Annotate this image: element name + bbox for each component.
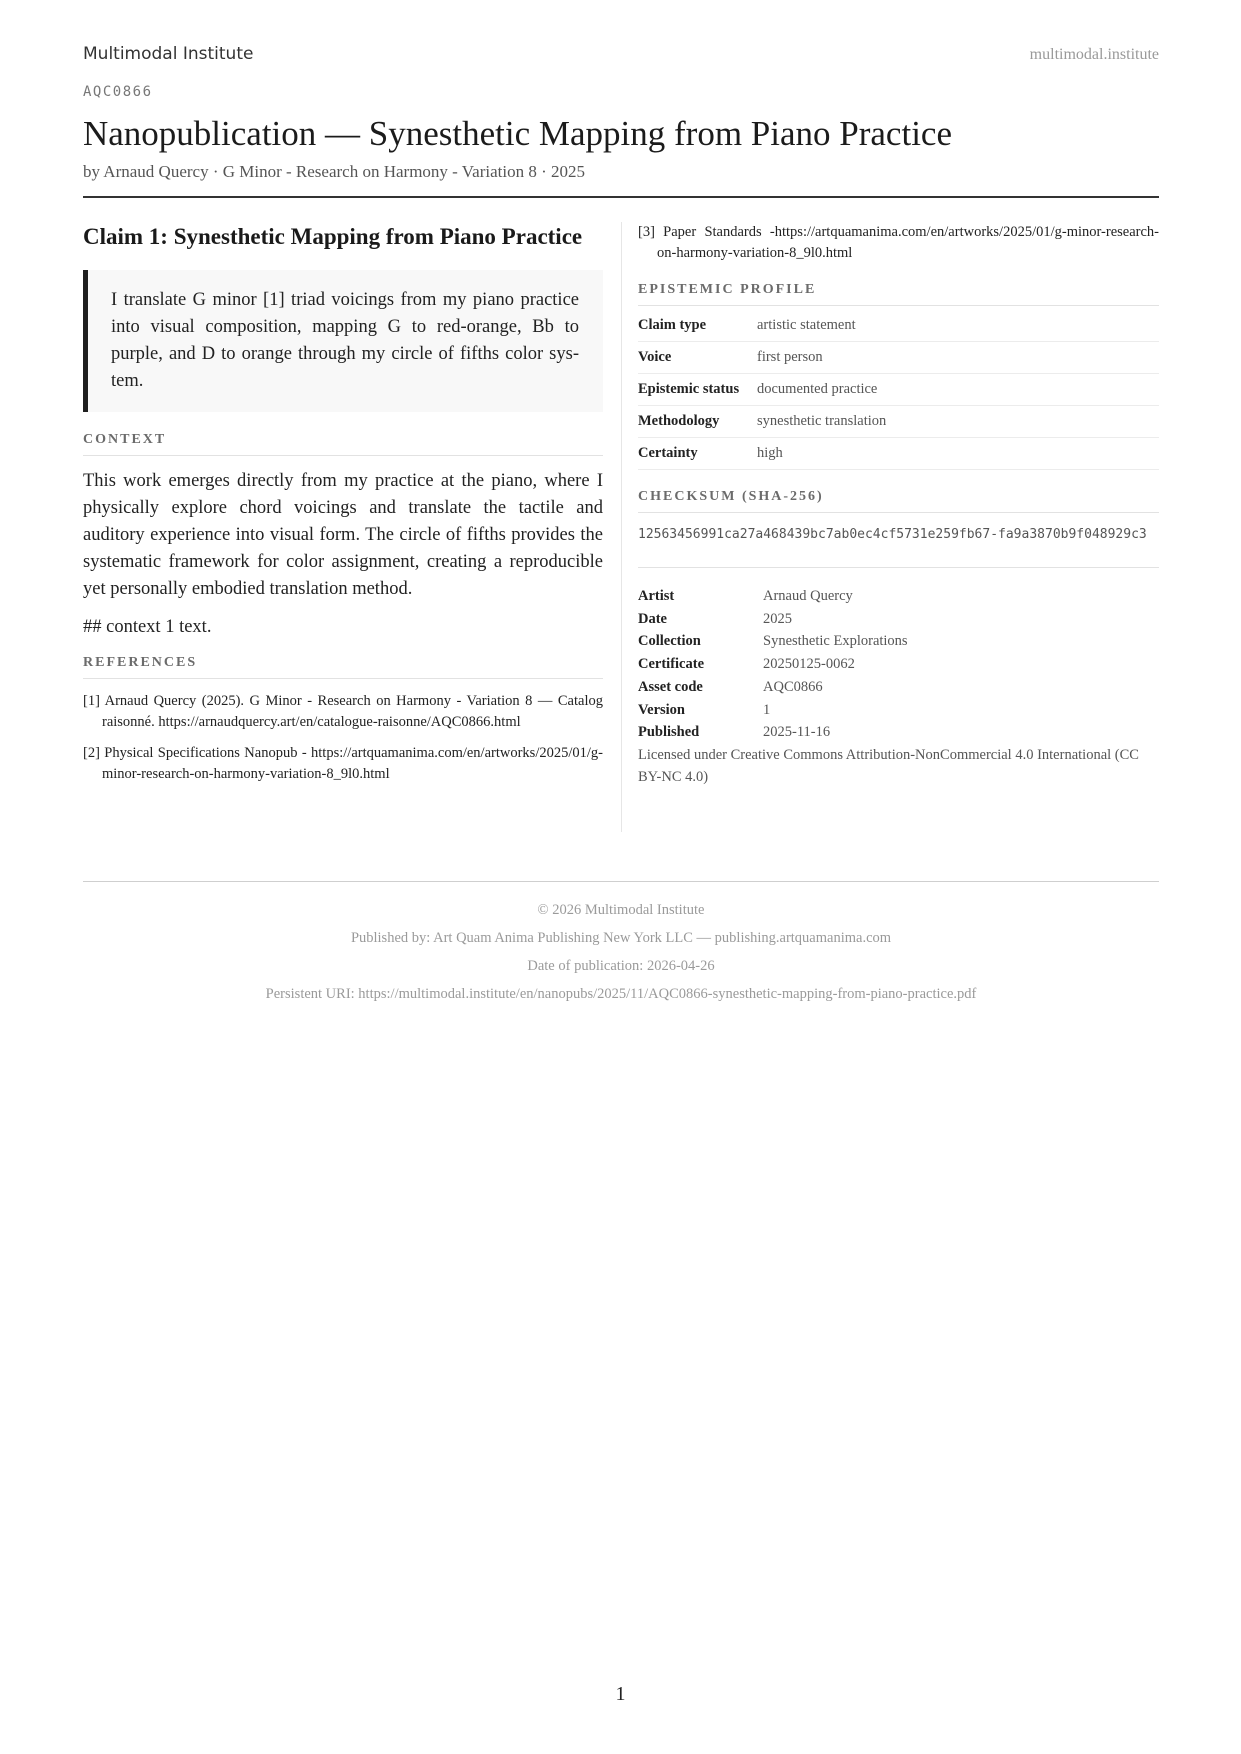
profile-value: documented practice: [757, 374, 1159, 406]
table-row: [638, 699, 1159, 722]
claim-heading: Claim 1: Synesthetic Mapping from Piano Practice: [83, 224, 583, 249]
checksum-label: CHECKSUM (SHA-256): [638, 489, 1159, 513]
right-column: [638, 222, 1159, 788]
header-divider: [83, 196, 1159, 198]
page-number: 1: [615, 1683, 626, 1705]
table-row: [638, 585, 1159, 608]
metadata-value: 2025: [763, 610, 792, 627]
reference-item: [1] Arnaud Quercy (2025). G Minor - Research on Harmony - Variation 8 — Catalog raisonné. https://arnaudquercy.art/en/catalogue-raisonne/AQC0866.html: [83, 693, 603, 730]
reference-item: [2] Physical Specifications Nanopub - https://artquamanima.com/en/artworks/2025/01/g-minor-research-on-harmony-variation-8_9l0.html: [83, 745, 603, 782]
metadata-key: Artist: [638, 588, 675, 604]
metadata-value: AQC0866: [763, 678, 823, 695]
metadata-key: Collection: [638, 633, 701, 650]
table-row: [638, 438, 1159, 470]
profile-key: Certainty: [638, 438, 757, 470]
asset-code: AQC0866: [83, 84, 153, 100]
table-row: [638, 310, 1159, 342]
claim-statement: I translate G minor [1] triad voicings from my piano practice into visual composition, mapping G to red-orange, Bb to purple, and D to orange through my circle of fifths color sys-tem.: [83, 270, 603, 412]
byline: by Arnaud Quercy · G Minor - Research on Harmony - Variation 8 · 2025: [83, 162, 586, 181]
document-page: [83, 0, 1159, 785]
profile-key: Voice: [638, 342, 757, 374]
profile-value: artistic statement: [757, 310, 1159, 342]
page-title: Nanopublication — Synesthetic Mapping from Piano Practice: [83, 114, 952, 153]
context-label: CONTEXT: [83, 432, 603, 456]
profile-value: synesthetic translation: [757, 406, 1159, 438]
metadata-key: Version: [638, 701, 685, 718]
table-row: [638, 342, 1159, 374]
metadata-value: Synesthetic Explorations: [763, 633, 908, 650]
profile-key: Epistemic status: [638, 374, 757, 406]
metadata-key: Published: [638, 724, 700, 741]
profile-value: first person: [757, 342, 1159, 374]
metadata-value: 2025-11-16: [763, 724, 831, 741]
checksum-value: 12563456991ca27a468439bc7ab0ec4cf5731e259fb67-fa9a3870b9f048929c3: [638, 525, 1159, 568]
footer-persistent-uri: Persistent URI: https://multimodal.institute/en/nanopubs/2025/11/AQC0866-synesthetic-mapping-from-piano-practice.pdf: [265, 986, 977, 1002]
table-row: [638, 630, 1159, 653]
license-text: Licensed under Creative Commons Attribution-NonCommercial 4.0 International (CC BY-NC 4.0): [638, 746, 1139, 785]
epistemic-profile-label: EPISTEMIC PROFILE: [638, 282, 1159, 306]
context-extra-text: ## context 1 text.: [83, 617, 212, 637]
brand-domain: multimodal.institute: [1029, 46, 1159, 63]
metadata-key: Asset code: [638, 678, 703, 695]
table-row: [638, 374, 1159, 406]
table-row: [638, 653, 1159, 676]
left-column: [83, 222, 603, 795]
table-row: [638, 721, 1159, 744]
context-text: This work emerges directly from my practice at the piano, where I physically explore chord voicings and translate the tactile and auditory experience into visual form. The circle of fifths provides the systematic framework for color assignment, creating a reproducible yet personally embodied translation method.: [83, 471, 603, 599]
profile-key: Methodology: [638, 406, 757, 438]
column-divider: [621, 222, 622, 832]
footer-publisher: Published by: Art Quam Anima Publishing New York LLC — publishing.artquamanima.com: [350, 930, 892, 946]
table-row: [638, 608, 1159, 631]
epistemic-profile-table: [638, 310, 1159, 470]
profile-key: Claim type: [638, 310, 757, 342]
metadata-key: Certificate: [638, 656, 705, 673]
footer-publication-date: Date of publication: 2026-04-26: [527, 958, 715, 974]
header-bar: [83, 44, 1159, 74]
metadata-value: Arnaud Quercy: [763, 588, 853, 604]
table-row: [638, 406, 1159, 438]
references-label: REFERENCES: [83, 655, 603, 679]
metadata-value: 1: [763, 701, 771, 718]
metadata-table: [638, 585, 1159, 744]
metadata-key: Date: [638, 610, 667, 627]
footer-copyright: © 2026 Multimodal Institute: [537, 902, 705, 918]
profile-value: high: [757, 438, 1159, 470]
footer: [83, 881, 1159, 1008]
brand-name: Multimodal Institute: [83, 44, 254, 64]
references-list: [83, 691, 603, 785]
reference-item: [3] Paper Standards -https://artquamanima.com/en/artworks/2025/01/g-minor-research-on-harmony-variation-8_9l0.html: [638, 224, 1159, 261]
metadata-value: 20250125-0062: [763, 656, 855, 673]
table-row: [638, 676, 1159, 699]
